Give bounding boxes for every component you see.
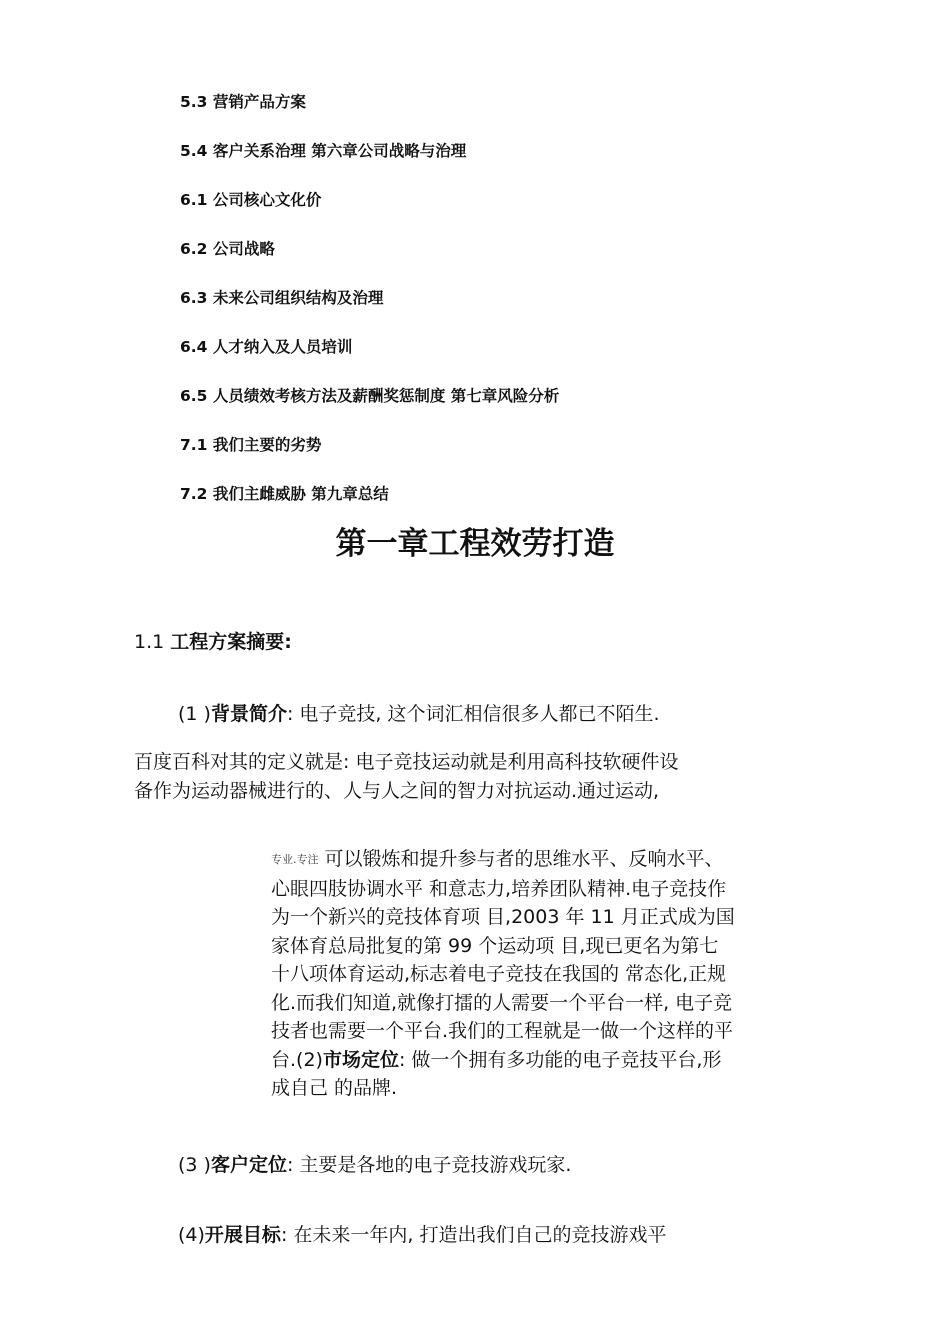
toc-item: 7.2 我们主雌威胁 第九章总结 — [180, 485, 389, 503]
paragraph-line: 为一个新兴的竞技体育项 目,2003 年 11 月正式成为国 — [271, 906, 735, 928]
customer-paragraph — [178, 1152, 571, 1178]
item-prefix: (4) — [178, 1224, 205, 1246]
background-paragraph — [178, 701, 660, 727]
toc-item: 7.1 我们主要的劣势 — [180, 436, 322, 454]
paragraph-line: 家体育总局批复的第 99 个运动项 目,现已更名为第七 — [271, 934, 719, 957]
item-text: : 电子竞技, 这个词汇相信很多人都已不陌生. — [286, 703, 660, 725]
indented-paragraph — [271, 845, 831, 1103]
section-title: 工程方案摘要: — [170, 631, 292, 653]
item-text: : 主要是各地的电子竞技游戏玩家. — [286, 1154, 572, 1176]
toc-item: 6.2 公司战略 — [180, 240, 275, 258]
paragraph-line: 技者也需要一个平台.我们的工程就是一做一个这样的平 — [271, 1020, 734, 1042]
item-label: 客户定位 — [210, 1154, 287, 1176]
item-prefix: (1 ) — [178, 703, 211, 725]
item-prefix: 台.(2) — [271, 1048, 323, 1071]
toc-item: 6.1 公司核心文化价 — [180, 191, 322, 209]
paragraph-text: 可以锻炼和提升参与者的思维水平、反响水平、 — [324, 848, 724, 870]
item-label: 开展目标 — [204, 1224, 281, 1246]
toc-item: 6.5 人员绩效考核方法及薪酬奖惩制度 第七章风险分析 — [180, 387, 560, 405]
header-note: 专业.专注 — [271, 853, 319, 866]
item-text: : 在未来一年内, 打造出我们自己的竞技游戏平 — [280, 1224, 667, 1246]
paragraph-line: 十八项体育运动,标志着电子竞技在我国的 常态化,正规 — [271, 963, 727, 985]
item-label: 背景简介 — [210, 703, 287, 725]
paragraph-line — [271, 1046, 831, 1075]
paragraph-line: 心眼四肢协调水平 和意志力,培养团队精神.电子竞技作 — [271, 877, 727, 900]
goal-paragraph — [178, 1222, 666, 1248]
toc-item: 6.4 人才纳入及人员培训 — [180, 338, 353, 356]
section-number: 1.1 — [134, 631, 171, 653]
item-text: : 做一个拥有多功能的电子竞技平台,形 — [398, 1048, 722, 1071]
definition-line: 百度百科对其的定义就是: 电子竞技运动就是利用高科技软硬件设 — [134, 751, 679, 773]
toc-item: 5.3 营销产品方案 — [180, 93, 306, 111]
chapter-title: 第一章工程效劳打造 — [335, 526, 615, 562]
item-label: 市场定位 — [322, 1048, 399, 1071]
paragraph-line: 成自己 的品牌. — [271, 1077, 398, 1099]
section-heading — [134, 629, 292, 655]
paragraph-line — [271, 845, 831, 875]
item-prefix: (3 ) — [178, 1154, 211, 1176]
toc-item: 5.4 客户关系治理 第六章公司战略与治理 — [180, 142, 467, 160]
paragraph-line: 化.而我们知道,就像打擂的人需要一个平台一样, 电子竞 — [271, 991, 733, 1014]
toc-item: 6.3 未来公司组织结构及治理 — [180, 289, 384, 307]
definition-line: 备作为运动器械进行的、人与人之间的智力对抗运动.通过运动, — [134, 780, 660, 802]
